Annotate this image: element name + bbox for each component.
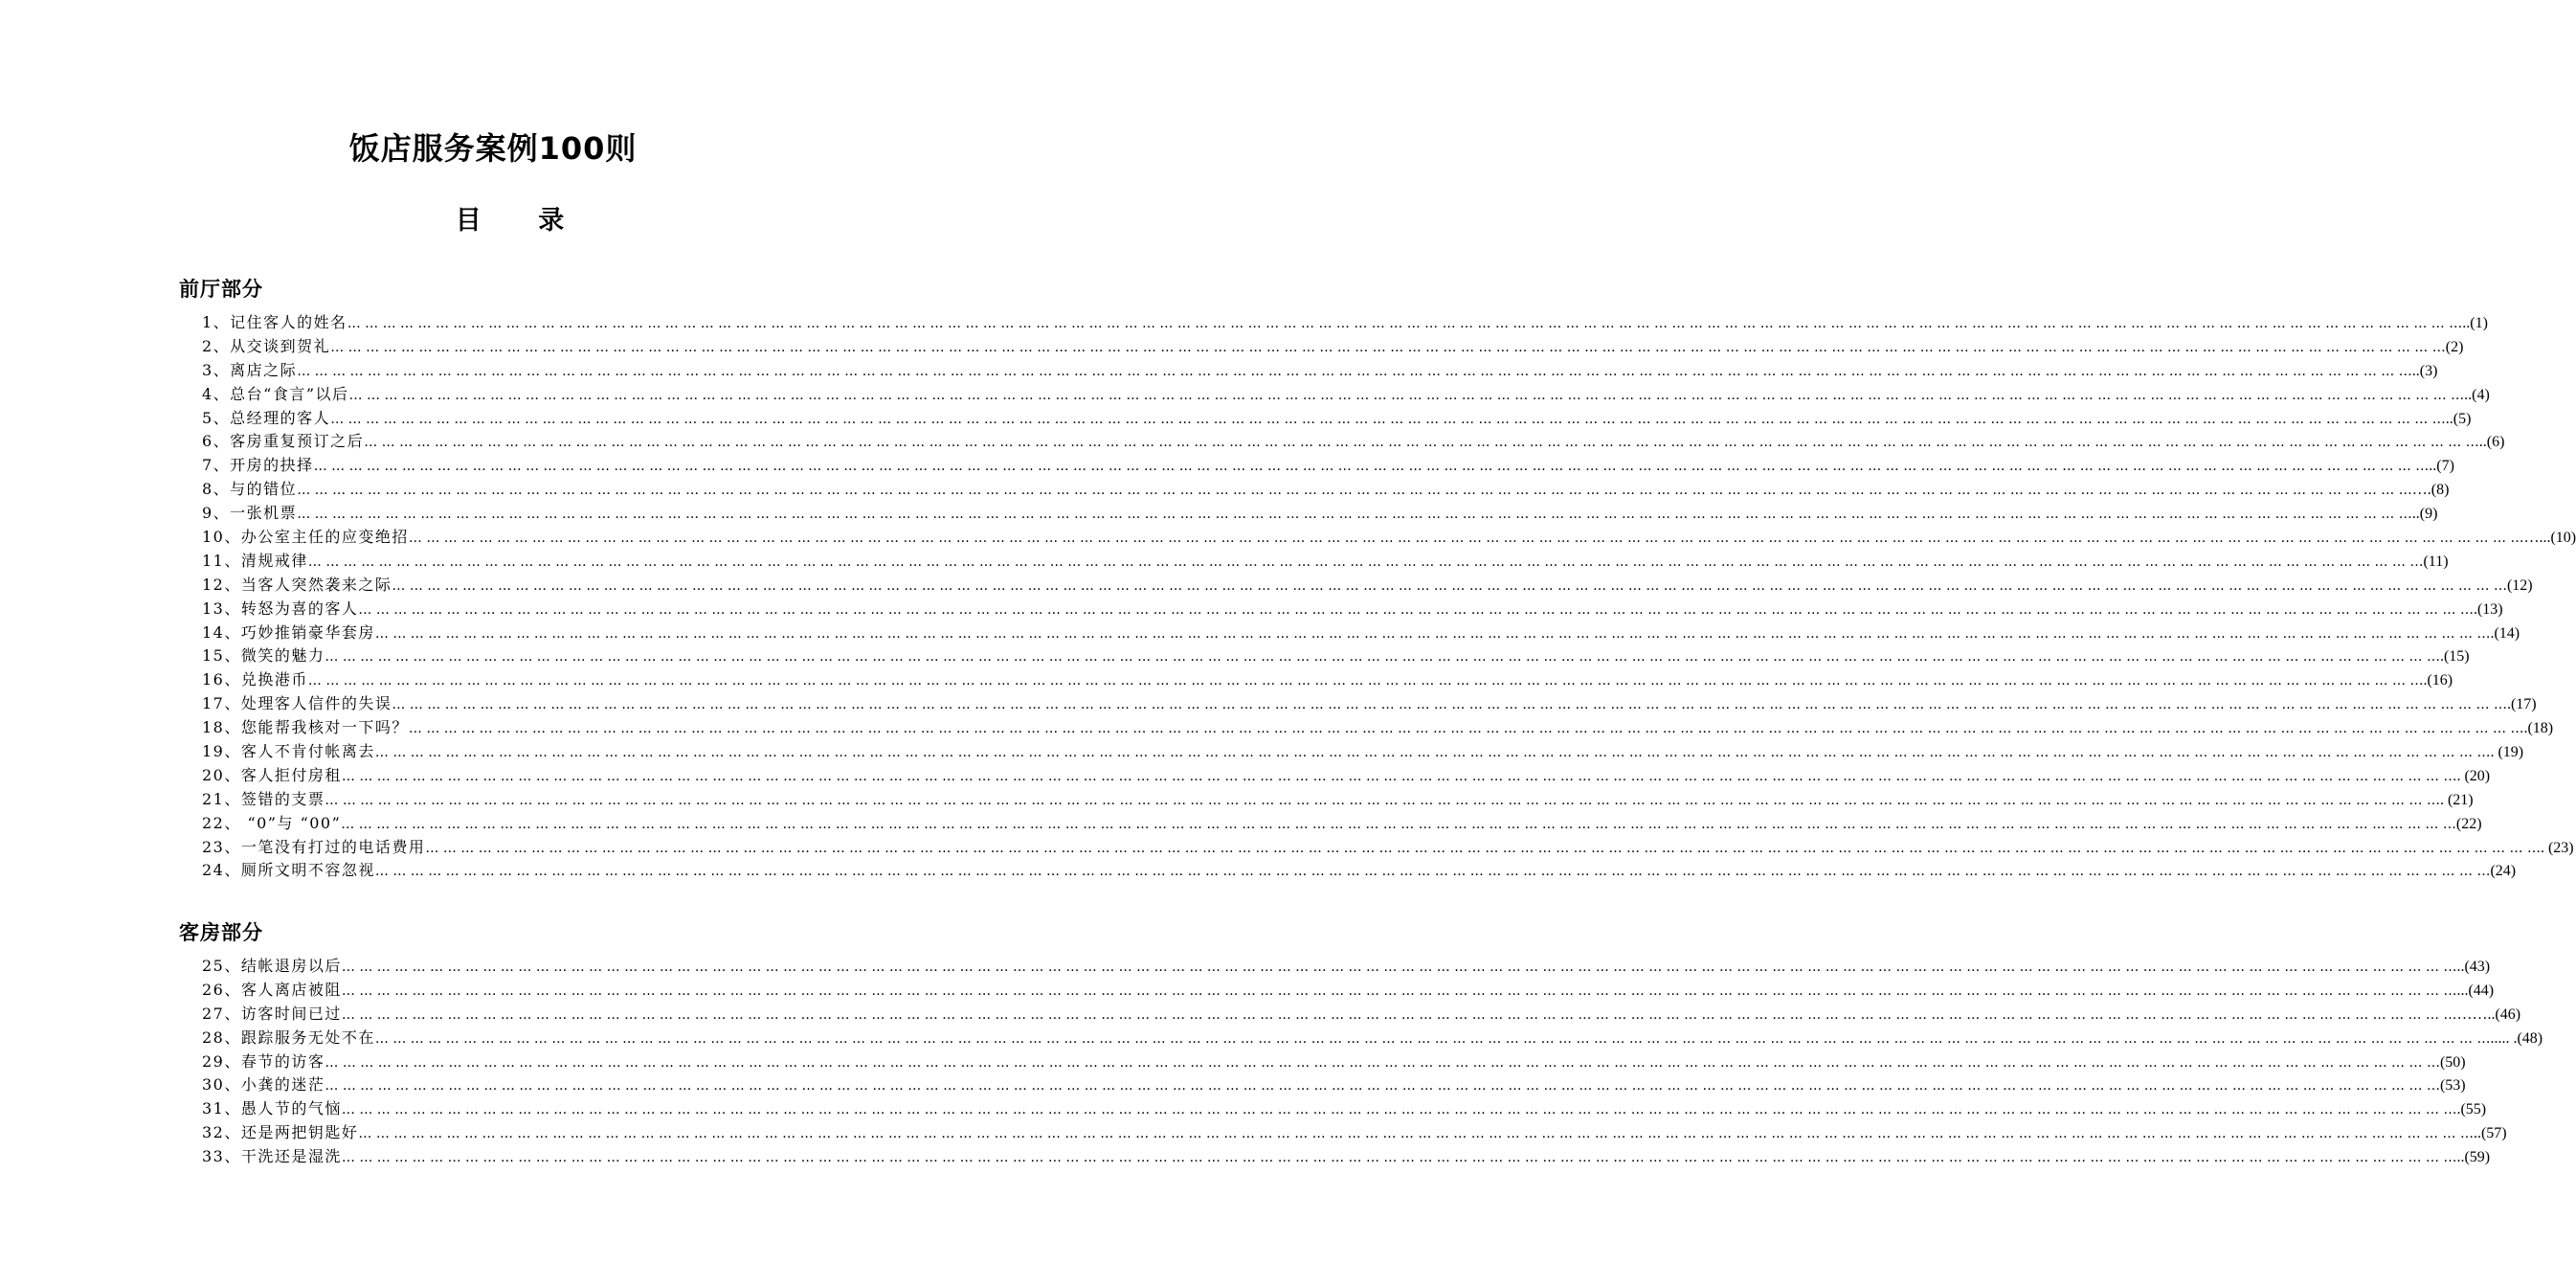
toc-entry-page: (24) [2490,863,2517,880]
toc-entry-page: . (23) [2540,839,2574,856]
toc-entry-title: 12、当客人突然袭来之际 [202,575,392,594]
toc-entry-page: (12) [2506,576,2533,594]
toc-leader-dots: … … … … … … … … … … … … … … … … … … … … … … … … … … … … … … … … … … … … … … … … … … … … … … … … … … … … … … … … … … … … … … … … … … … … … … … … … … … … … … … … … … … … … … … … … … … … … … … … … … … … … … … … … … … … … … … … … … … … … … … … [425,840,2541,856]
toc-entry [202,310,2488,334]
toc-entry [202,1144,2491,1168]
toc-entry-title: 29、春节的访客 [202,1051,325,1071]
toc-entry [202,978,2495,1002]
toc-entry-title: 3、离店之际 [202,360,298,379]
toc-entry [202,1120,2507,1144]
toc-entry-page: (50) [2439,1053,2466,1071]
toc-leader-dots: … … … … … … … … … … … … … … … … … … … … … … … … … … … … … … … … … … … … … … … … … … … … … … … … … … … … … … … … … … … … … … … … … … … … … … … … … … … … … … … … … … … … … … … … … … … … … … … … … … … … … … … … … … … … … … … … … … … … … … … … [330,411,2446,427]
toc-entry [202,334,2464,358]
toc-entry [202,1002,2521,1026]
toc-entry-page: ..(6) [2478,434,2505,451]
toc-entry-title: 31、愚人节的气恼 [202,1099,342,1118]
toc-entry-page: ..(3) [2411,362,2438,379]
toc-entry-title: 30、小龚的迷茫 [202,1075,325,1095]
toc-entry-title: 9、一张机票 [202,504,298,523]
toc-leader-dots: … … … … … … … … … … … … … … … … … … … … … … … … … … … … … … … … … … … … … … … … … … … … … … … … … … … … … … … … … … … … … … … … … … … … … … … … … … … … … … … … … … … … … … … … … … … … … … … … … … … … … … … … … … … … … … … … … … … … … … … … [374,625,2491,642]
toc-leader-dots: … … … … … … … … … … … … … … … … … … … … … … … … … … … … … … … … … … … … … … … … … … … … … … … … … … … … … … … … … … … … … … … … … … … … … … … … … … … … … … … … … … … … … … … … … … … … … … … … … … … … … … … … … … … … … … … … … … … … … … … … [341,816,2456,832]
toc-entry-page: .(18) [2523,720,2554,737]
toc-entry-title: 32、还是两把钥匙好 [202,1123,359,1142]
toc-entry-title: 26、客人离店被阻 [202,980,342,999]
toc-entry [202,573,2533,597]
toc-entry-title: 14、巧妙推销豪华套房 [202,622,375,642]
toc-entry-title: 22、 “0”与 “00” [202,813,342,832]
toc-entry-page: .(14) [2490,624,2520,642]
toc-leader-dots: … … … … … … … … … … … … … … … … … … … … … … … … … … … … … … … … … … … … … … … … … … … … … … … … … … … … … … … … … … … … … … … … … … … … … … … … … … … … … … … … … … … … … … … … … … … … … … … … … … … … … … … … … … … … … … … … … … … … … … … … [374,864,2491,880]
toc-list-housekeeping [202,954,2543,1168]
toc-entry-page: .(13) [2473,600,2503,618]
toc-entry-title: 25、结帐退房以后 [202,957,342,975]
toc-entry [202,501,2438,525]
toc-leader-dots: … … … … … … … … … … … … … … … … … … … … … … … … … … … … … … … … … … … … … … … … … … … … … … … … … … … … … … … … … … … … … … … … … … … … … … … … … … … … … … … … … … … … … … … … … … … … … … … … … … … … … … … … … … … … … … … … … … … … … … … … [347,316,2463,331]
toc-entry-title: 27、访客时间已过 [202,1004,342,1023]
toc-entry-title: 7、开房的抉择 [202,456,314,475]
section-heading-housekeeping: 客房部分 [179,921,263,944]
toc-leader-dots: … … … … … … … … … … … … … … … … … … … … … … … … … … … … … … … … … … … … … … … … … … … … … … … … … … … … … … … … … … … … … … … … … … … … … … … … … … … … … … … … … … … … … … … … … … … … … … … … … … … … … … … … … … … … … … … … … … … … … … … … [325,649,2440,666]
toc-entry [202,382,2490,406]
toc-entry [202,621,2520,644]
toc-entry-page: (22) [2455,815,2482,832]
toc-entry-title: 19、客人不肯付帐离去 [202,742,375,761]
toc-entry [202,477,2450,501]
toc-entry [202,835,2574,859]
toc-entry [202,667,2453,691]
toc-leader-dots: … … … … … … … … … … … … … … … … … … … … … … … … … … … … … … … … … … … … … … … … … … … … … … … … … … … … … … … … … … … … … … … … … … … … … … … … … … … … … … … … … … … … … … … … … … … … … … … … … … … … … … … … … … … … … … … … … … … … … … … … [330,339,2446,355]
toc-entry-title: 8、与的错位 [202,480,298,499]
toc-entry-title: 24、厕所文明不容忽视 [202,861,375,880]
toc-entry [202,811,2482,835]
toc-leader-dots: … … … … … … … … … … … … … … … … … … … … … … … … … … … … … … … … … … … … … … … … … … … … … … … … … … … … … … … … … … … … … … … … … … … … … … … … … … … … … … … … … … … … … … … … … … … … … … … … … … … … … … … … … … … … … … … … … … … … … … … … [297,363,2412,379]
toc-entry [202,597,2503,621]
toc-entry-page: .(15) [2439,648,2470,666]
toc-entry-title: 16、兑换港币 [202,670,308,689]
toc-entry-title: 10、办公室主任的应变绝招 [202,528,409,547]
toc-leader-dots: … … … … … … … … … … … … … … … … … … … … … … … … … … … … … … … … … … … … … … … … … … … … … … … … … … … … … … … … … … … … … … … … … … … … … … … … … … … … … … … … … … … … … … … … … … … … … … … … … … … … … … … … … … … … … … … … … … … … … … … … [348,387,2465,403]
toc-leader-dots: … … … … … … … … … … … … … … … … … … … … … … … … … … … … … … … … … … … … … … … … … … … … … … … … … … … … … … … … … … … … … … … … … … … … … … … … … … … … … … … … … … … … … … … … … … … … … … … … … … … … … … … … … … … … … … … … … … … … … … … … [341,982,2457,999]
toc-entry-page: .(17) [2506,696,2537,713]
toc-entry-page: .(16) [2423,672,2453,689]
toc-entry-title: 1、记住客人的姓名 [202,313,347,331]
toc-leader-dots: … … … … … … … … … … … … … … … … … … … … … … … … … … … … … … … … … … … … … … … … … … … … … … … … … … … … … … … … … … … … … … … … … … … … … … … … … … … … … … … … … … … … … … … … … … … … … … … … … … … … … … … … … … … … … … … … … … … … … … … … [392,697,2507,713]
toc-leader-dots: … … … … … … … … … … … … … … … … … … … … … … … … … … … … … … … … … … … … … … … … … … … … … … … … … … … … … … … … … … … … … … … … … … … … … … … … … … … … … … … … … … … … … … … … … … … … … … … … … … … … … … … … … … … … … … … … … … … … … … … … [325,1078,2440,1095]
toc-entry [202,691,2537,715]
toc-list-front-office [202,310,2576,882]
toc-entry [202,429,2505,453]
toc-entry-page: ……..(46) [2456,1005,2521,1023]
toc-leader-dots: … … … … … … … … … … … … … … … … … … … … … … … … … … … … … … … … … … … … … … … … … … … … … … … … … … … … … … … … … … … … … … … … … … … … … … … … … … … … … … … … … … … … … … … … … … … … … … … … … … … … … … … … … … … … … … … … … … … … … … … … [408,721,2524,737]
toc-leader-dots: … … … … … … … … … … … … … … … … … … … … … … … … … … … … … … … … … … … … … … … … … … … … … … … … … … … … … … … … … … … … … … … … … … … … … … … … … … … … … … … … … … … … … … … … … … … … … … … … … … … … … … … … … … … … … … … … … … … … … … … … [374,1030,2491,1047]
toc-entry-title: 20、客人拒付房租 [202,765,342,784]
toc-entry [202,858,2517,882]
toc-leader-dots: … … … … … … … … … … … … … … … … … … … … … … … … … … … … … … … … … … … … … … … … … … … … … … … … … … … … … … … … … … … … … … … … … … … … … … … … … … … … … … … … … … … … … … … … … … … … … … … … … … … … … … … … … … … … … … … … … … … … … … … … [313,459,2430,475]
toc-entry-page: (2) [2445,338,2464,355]
toc-entry-page: ..(9) [2411,506,2438,523]
toc-entry-title: 17、处理客人信件的失误 [202,694,392,713]
toc-leader-dots: … … … … … … … … … … … … … … … … … … … … … … … … … … … … … … … … … … … … … … … … … … … … … … … … … … … … … … … … … … … … … … … … … … … … … … … … … … … … … … … … … … … … … … … … … … … … … … … … … … … … … … … … … … … … … … … … … … … … … … … … [307,673,2424,689]
toc-leader-dots: … … … … … … … … … … … … … … … … … … … … … … … … … … … … … … … … … … … … … … … … … … … … … … … … … … … … … … … … … … … … … … … … … … … … … … … … … … … … … … … … … … … … … … … … … … … … … … … … … … … … … … … … … … … … … … … … … … … … … … … … [341,1150,2457,1166]
toc-entry-page: (53) [2439,1077,2466,1095]
toc-leader-dots: … … … … … … … … … … … … … … … … … … … … … … … … … … … … … … … … … … … … … … … … … … … … … … … … … … … … … … … … … … … … … … … … … … … … … … … … … … … … … … … … … … … … … … … … … … … … … … … … … … … … … … … … … … … … … … … … … … … … … … … … [392,577,2507,594]
toc-entry [202,1050,2466,1073]
toc-entry [202,1096,2487,1120]
toc-entry [202,406,2472,430]
toc-leader-dots: … … … … … … … … … … … … … … … … … … … … … … … … … … … … … … … … … … … … … … … … … … … … … … … … … … … … … … … … … … … … … … … … … … … … … … … … … … … … … … … … … … … … … … … … … … … … … … … … … … … … … … … … … … … … … … … … … … … … … … … … [341,768,2457,784]
toc-leader-dots: … … … … … … … … … … … … … … … … … … … … … … … … … … … … … … … … … … … … … … … … … … … … … … … … … … … … … … … … … … … … … … … … … … … … … … … … … … … … … … … … … … … … … … … … … … … … … … … … … … … … … … … … … … … … … … … … … … … … … … … … [408,531,2524,547]
toc-entry [202,525,2576,549]
section-heading-front-office: 前厅部分 [179,278,263,301]
toc-leader-dots: … … … … … … … … … … … … … … … … … … … … … … … … … … … … … … … … … … … … … … … … … … … … … … … … … … … … … … … … … … … … … … … … … … … … … … … … … … … … … … … … … … … … … … … … … … … … … … … … … … … … … … … … … … … … … … … … … … … … … … … … [358,1126,2474,1142]
toc-entry-title: 11、清规戒律 [202,551,308,570]
toc-leader-dots: … … … … … … … … … … … … … … … … … … … … … … … … … … … … … … … … … … … … … … … … … … … … … … … … … … … … … … … … … … … … … … … … … … … … … … … … … … … … … … … … … … … … … … … … … … … … … … … … … … … … … … … … … … … … … … … … … … … … … … … … [297,507,2412,523]
toc-leader-dots: … … … … … … … … … … … … … … … … … … … … … … … … … … … … … … … … … … … … … … … … … … … … … … … … … … … … … … … … … … … … … … … … … … … … … … … … … … … … … … … … … … … … … … … … … … … … … … … … … … … … … … … … … … … … … … … … … … … … … … … … [325,1054,2440,1071]
toc-entry [202,763,2491,787]
toc-entry [202,644,2470,667]
toc-entry-page: ..(4) [2464,386,2490,403]
toc-entry [202,453,2454,477]
toc-entry-page: ..(57) [2473,1125,2507,1142]
toc-entry-page: ….(8) [2411,482,2450,499]
toc-entry-page: . (19) [2490,744,2524,761]
toc-leader-dots: … … … … … … … … … … … … … … … … … … … … … … … … … … … … … … … … … … … … … … … … … … … … … … … … … … … … … … … … … … … … … … … … … … … … … … … … … … … … … … … … … … … … … … … … … … … … … … … … … … … … … … … … … … … … … … … … … … … … … … … … [341,1006,2457,1023]
toc-entry-title: 33、干洗还是湿洗 [202,1147,342,1166]
toc-entry-title: 2、从交谈到贺礼 [202,336,331,355]
toc-leader-dots: … … … … … … … … … … … … … … … … … … … … … … … … … … … … … … … … … … … … … … … … … … … … … … … … … … … … … … … … … … … … … … … … … … … … … … … … … … … … … … … … … … … … … … … … … … … … … … … … … … … … … … … … … … … … … … … … … … … … … … … … [374,745,2491,761]
toc-entry [202,358,2438,382]
toc-leader-dots: … … … … … … … … … … … … … … … … … … … … … … … … … … … … … … … … … … … … … … … … … … … … … … … … … … … … … … … … … … … … … … … … … … … … … … … … … … … … … … … … … … … … … … … … … … … … … … … … … … … … … … … … … … … … … … … … … … … … … … … … [341,1102,2457,1118]
toc-entry-page: ..(1) [2462,315,2488,331]
toc-entry-title: 5、总经理的客人 [202,408,331,427]
toc-leader-dots: … … … … … … … … … … … … … … … … … … … … … … … … … … … … … … … … … … … … … … … … … … … … … … … … … … … … … … … … … … … … … … … … … … … … … … … … … … … … … … … … … … … … … … … … … … … … … … … … … … … … … … … … … … … … … … … … … … … … … … … … [364,435,2479,451]
toc-entry-page: (11) [2423,553,2449,570]
toc-leader-dots: … … … … … … … … … … … … … … … … … … … … … … … … … … … … … … … … … … … … … … … … … … … … … … … … … … … … … … … … … … … … … … … … … … … … … … … … … … … … … … … … … … … … … … … … … … … … … … … … … … … … … … … … … … … … … … … … … … … … … … … … [325,792,2440,808]
toc-entry [202,1026,2543,1050]
toc-entry-title: 21、签错的支票 [202,789,325,808]
toc-entry-page: . (21) [2439,791,2474,808]
toc-entry-page: ..(59) [2456,1149,2491,1166]
toc-leader-dots: … … … … … … … … … … … … … … … … … … … … … … … … … … … … … … … … … … … … … … … … … … … … … … … … … … … … … … … … … … … … … … … … … … … … … … … … … … … … … … … … … … … … … … … … … … … … … … … … … … … … … … … … … … … … … … … … … … … … … … … … [358,601,2474,618]
toc-entry-title: 4、总台“食言”以后 [202,384,349,403]
toc-entry [202,1072,2466,1096]
toc-entry-page: ..(5) [2445,410,2472,427]
toc-entry-title: 18、您能帮我核对一下吗？ [202,718,409,737]
toc-entry-page: ..(7) [2429,458,2454,475]
toc-entry [202,715,2554,739]
toc-leader-dots: … … … … … … … … … … … … … … … … … … … … … … … … … … … … … … … … … … … … … … … … … … … … … … … … … … … … … … … … … … … … … … … … … … … … … … … … … … … … … … … … … … … … … … … … … … … … … … … … … … … … … … … … … … … … … … … … … … … … … … … … [297,483,2412,499]
toc-entry-title: 15、微笑的魅力 [202,646,325,666]
toc-entry-page: ..(43) [2456,959,2491,975]
toc-entry-page: …...(10) [2523,530,2576,547]
toc-entry-page: . (20) [2456,767,2491,784]
toc-entry [202,549,2449,573]
toc-entry [202,787,2474,811]
toc-entry-title: 28、跟踪服务无处不在 [202,1027,375,1047]
toc-entry-title: 13、转怒为喜的客人 [202,598,359,618]
toc-entry [202,954,2491,978]
toc-leader-dots: … … … … … … … … … … … … … … … … … … … … … … … … … … … … … … … … … … … … … … … … … … … … … … … … … … … … … … … … … … … … … … … … … … … … … … … … … … … … … … … … … … … … … … … … … … … … … … … … … … … … … … … … … … … … … … … … … … … … … … … … [307,553,2424,570]
toc-entry [202,739,2524,763]
toc-entry-page: .(55) [2456,1101,2487,1118]
document-title: 饭店服务案例100则 [348,130,638,167]
toc-entry-title: 6、客房重复预订之后 [202,432,365,451]
toc-leader-dots: … … … … … … … … … … … … … … … … … … … … … … … … … … … … … … … … … … … … … … … … … … … … … … … … … … … … … … … … … … … … … … … … … … … … … … … … … … … … … … … … … … … … … … … … … … … … … … … … … … … … … … … … … … … … … … … … … … … … … … … … [341,960,2457,975]
toc-entry-page: ..... .(48) [2490,1029,2543,1047]
toc-entry-page: ...(44) [2456,982,2495,999]
toc-entry-title: 23、一笔没有打过的电话费用 [202,837,426,856]
toc-subtitle: 目 录 [455,206,574,236]
